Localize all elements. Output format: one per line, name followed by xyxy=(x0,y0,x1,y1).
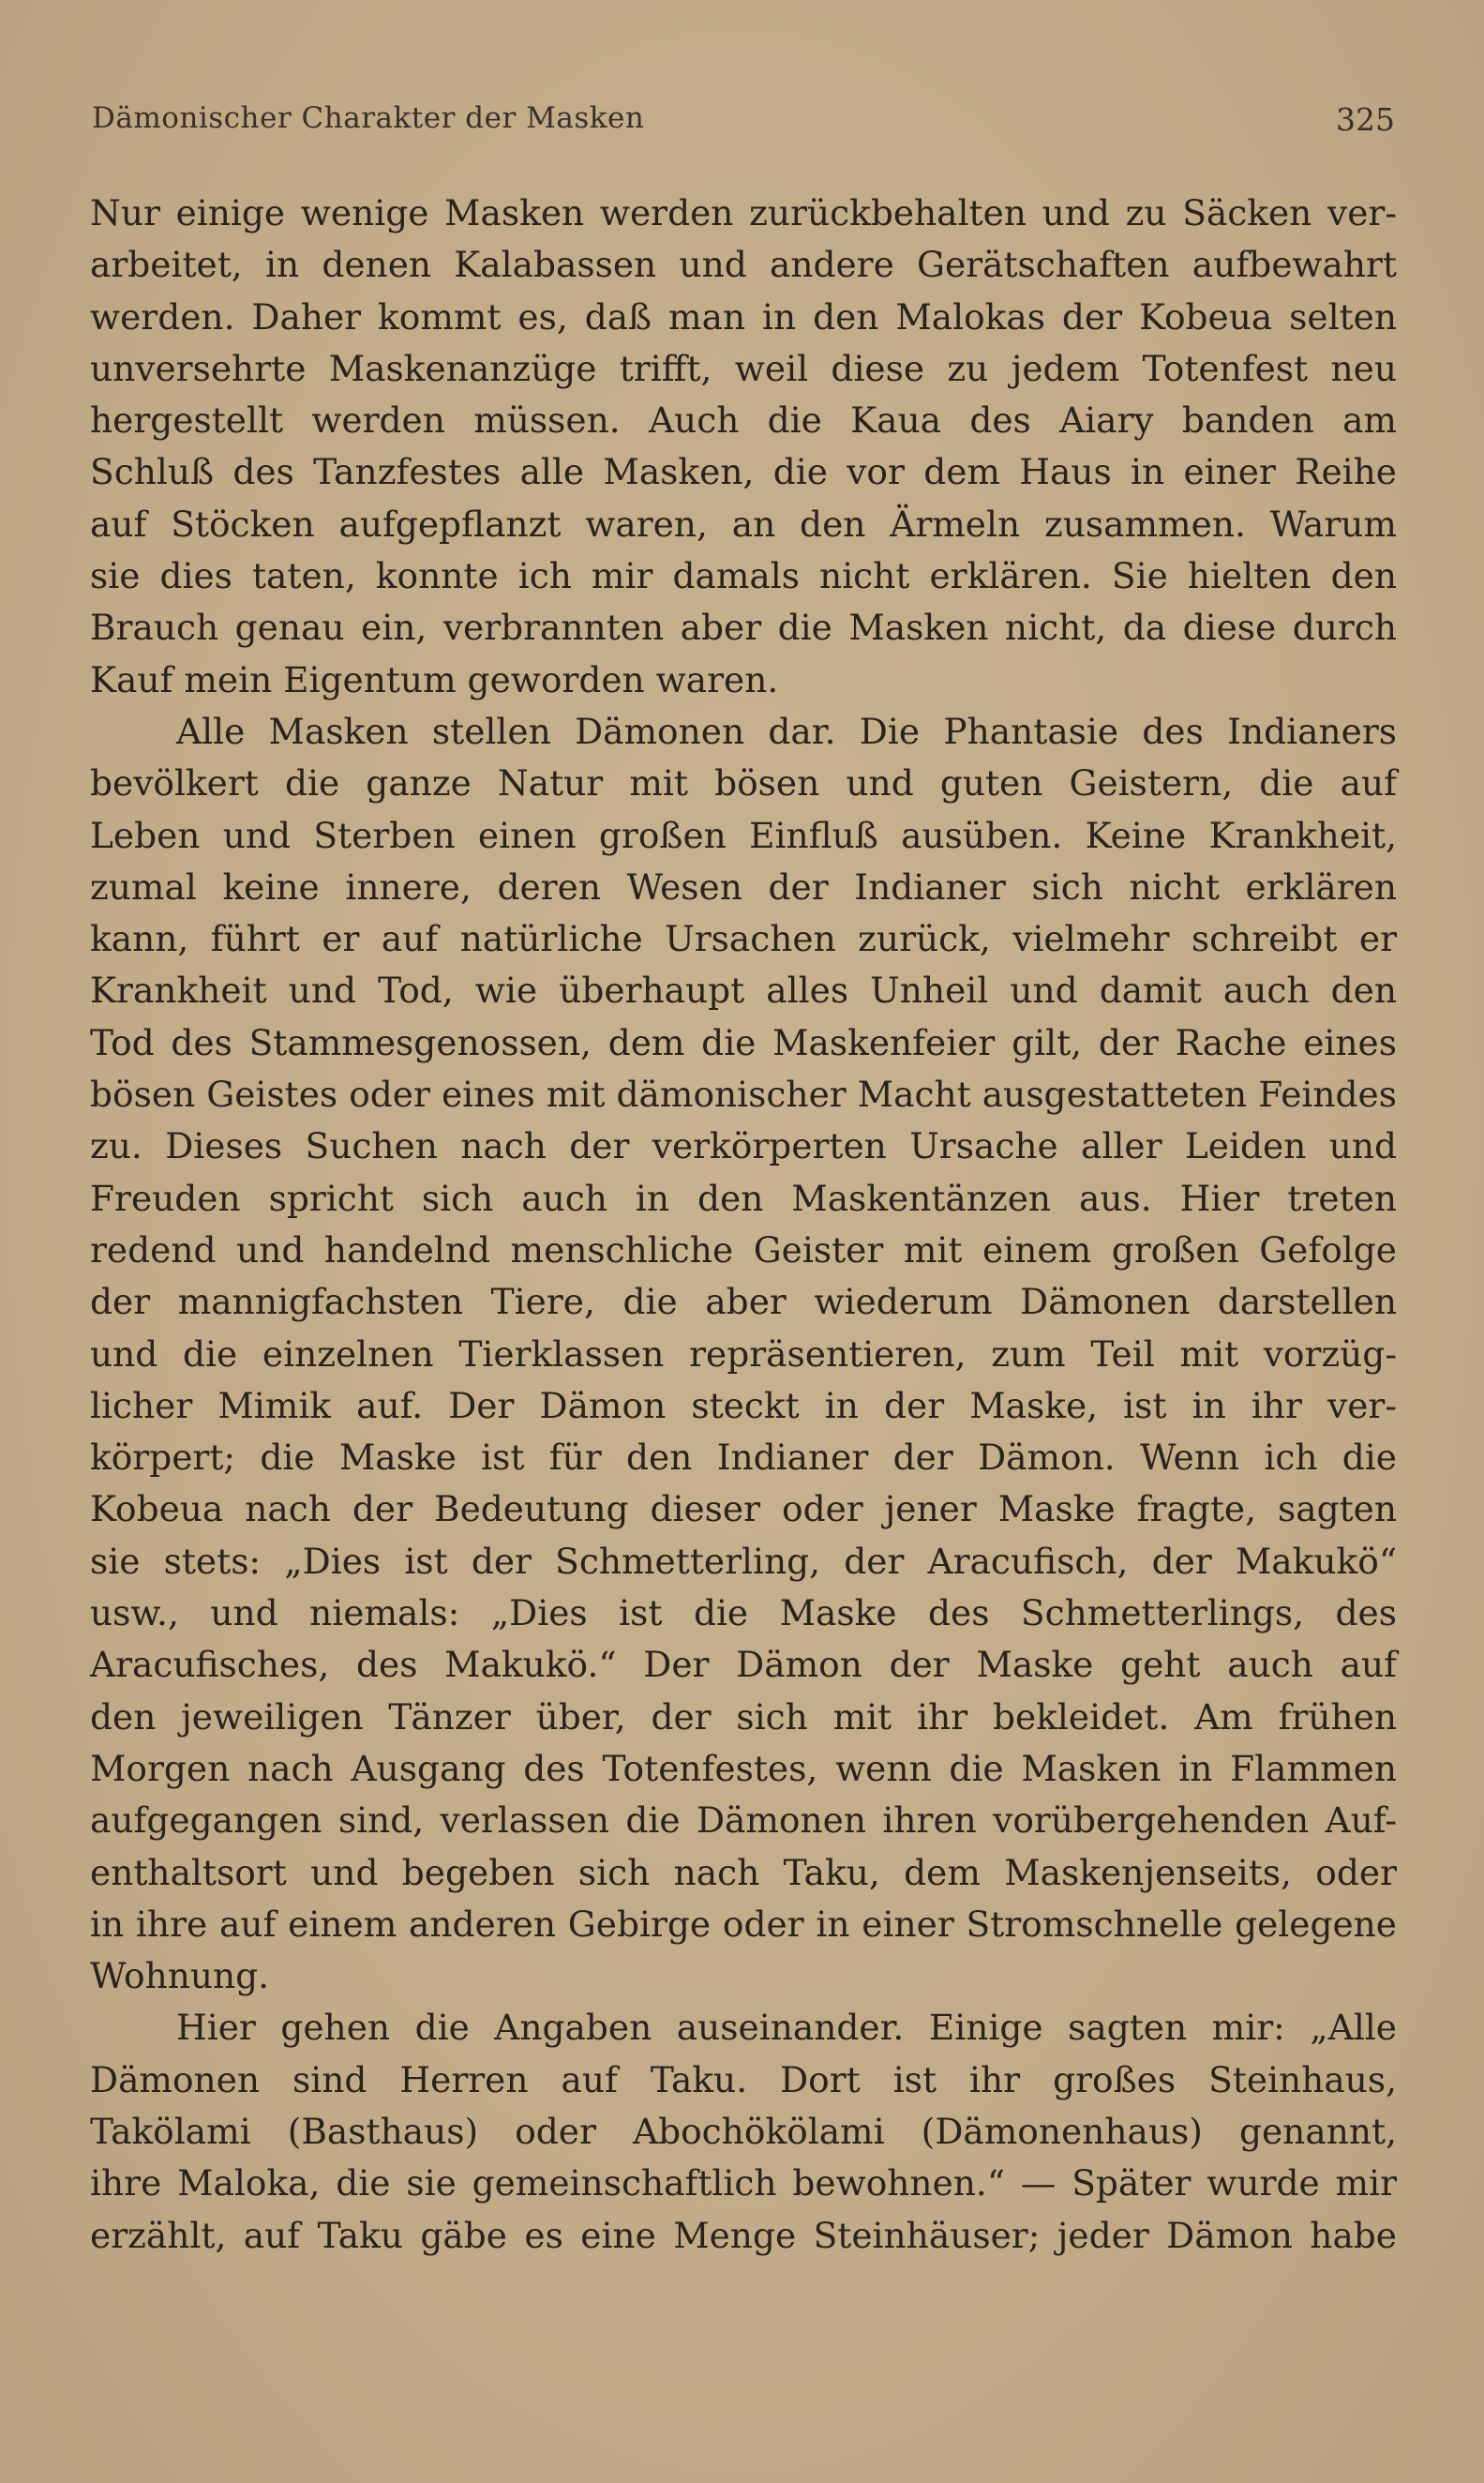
paragraph-first-line: Alle Masken stellen Dämonen dar. Die Phantasie des Indianers xyxy=(176,710,1397,752)
text-line: Leben und Sterben einen großen Einfluß ausüben. Keine Krankheit, xyxy=(90,814,1397,856)
text-line: den jeweiligen Tänzer über, der sich mit ihr bekleidet. Am frühen xyxy=(90,1695,1397,1738)
text-line: körpert; die Maske ist für den Indianer der Dämon. Wenn ich die xyxy=(90,1437,1397,1479)
text-line: licher Mimik auf. Der Dämon steckt in der Maske, ist in ihr ver- xyxy=(90,1384,1397,1426)
text-line: usw., und niemals: „Dies ist die Maske des Schmetterlings, des xyxy=(90,1592,1397,1634)
paragraph-first-line: Hier gehen die Angaben auseinander. Einige sagten mir: „Alle xyxy=(176,2007,1397,2049)
text-line: Kobeua nach der Bedeutung dieser oder jener Maske fragte, sagten xyxy=(90,1488,1397,1530)
text-line: Krankheit und Tod, wie überhaupt alles Unheil und damit auch den xyxy=(90,970,1397,1012)
text-line: in ihre auf einem anderen Gebirge oder in einer Stromschnelle gelegene xyxy=(90,1903,1397,1945)
text-line: zu. Dieses Suchen nach der verkörperten Ursache aller Leiden und xyxy=(90,1125,1397,1167)
text-line: werden. Daher kommt es, daß man in den Malokas der Kobeua selten xyxy=(90,295,1397,338)
text-line: ihre Maloka, die sie gemeinschaftlich bewohnen.“ — Später wurde mir xyxy=(90,2162,1397,2205)
text-line: sie dies taten, konnte ich mir damals nicht erklären. Sie hielten den xyxy=(90,555,1397,597)
text-line: redend und handelnd menschliche Geister mit einem großen Gefolge xyxy=(90,1228,1397,1271)
text-line: Nur einige wenige Masken werden zurückbehalten und zu Säcken ver- xyxy=(90,192,1397,233)
page-number: 325 xyxy=(1336,101,1395,138)
text-line: kann, führt er auf natürliche Ursachen zurück, vielmehr schreibt er xyxy=(90,918,1397,960)
text-line: erzählt, auf Taku gäbe es eine Menge Steinhäuser; jeder Dämon habe xyxy=(90,2214,1397,2256)
text-line: unversehrte Maskenanzüge trifft, weil diese zu jedem Totenfest neu xyxy=(90,347,1397,389)
text-line: Schluß des Tanzfestes alle Masken, die vor dem Haus in einer Reihe xyxy=(90,451,1397,493)
text-line: arbeitet, in denen Kalabassen und andere Gerätschaften aufbewahrt xyxy=(90,244,1397,286)
text-line: Dämonen sind Herren auf Taku. Dort ist ihr großes Steinhaus, xyxy=(90,2058,1397,2100)
text-line: enthaltsort und begeben sich nach Taku, dem Maskenjenseits, oder xyxy=(90,1851,1397,1893)
text-line: Kauf mein Eigentum geworden waren. xyxy=(90,658,779,700)
text-line: und die einzelnen Tierklassen repräsentieren, zum Teil mit vorzüg- xyxy=(90,1332,1397,1375)
running-title: Dämonischer Charakter der Masken xyxy=(92,101,645,135)
text-line: Brauch genau ein, verbrannten aber die Masken nicht, da diese durch xyxy=(90,607,1397,649)
page-header xyxy=(92,101,1395,148)
text-line: der mannigfachsten Tiere, die aber wiederum Dämonen darstellen xyxy=(90,1281,1397,1323)
text-line: Tod des Stammesgenossen, dem die Maskenfeier gilt, der Rache eines xyxy=(90,1021,1397,1063)
text-line: zumal keine innere, deren Wesen der Indianer sich nicht erklären xyxy=(90,865,1397,908)
text-line: Aracufisches, des Makukö.“ Der Dämon der Maske geht auch auf xyxy=(90,1644,1397,1686)
text-line: aufgegangen sind, verlassen die Dämonen ihren vorübergehenden Auf- xyxy=(90,1799,1397,1842)
text-line: auf Stöcken aufgepflanzt waren, an den Ärmeln zusammen. Warum xyxy=(90,503,1397,545)
text-line: Takölami (Basthaus) oder Abochökölami (Dämonenhaus) genannt, xyxy=(90,2110,1397,2152)
text-line: bevölkert die ganze Natur mit bösen und guten Geistern, die auf xyxy=(90,762,1397,805)
text-line: bösen Geistes oder eines mit dämonischer Macht ausgestatteten Feindes xyxy=(90,1074,1397,1116)
text-line: Wohnung. xyxy=(90,1955,270,1997)
body-text xyxy=(90,188,1397,2262)
text-line: hergestellt werden müssen. Auch die Kaua des Aiary banden am xyxy=(90,399,1397,442)
text-line: sie stets: „Dies ist der Schmetterling, der Aracufisch, der Makukö“ xyxy=(90,1540,1397,1582)
text-line: Morgen nach Ausgang des Totenfestes, wenn die Masken in Flammen xyxy=(90,1747,1397,1789)
text-line: Freuden spricht sich auch in den Maskentänzen aus. Hier treten xyxy=(90,1177,1397,1219)
